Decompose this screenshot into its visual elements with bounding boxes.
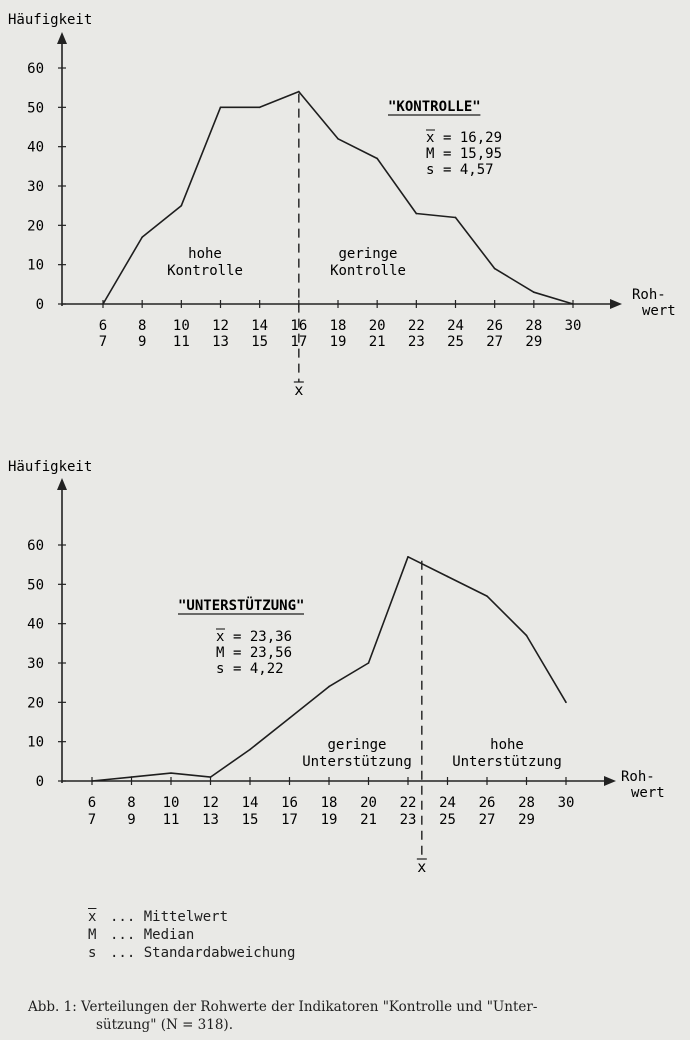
chart1-data-point-12 <box>572 303 574 305</box>
chart1-data-point-9 <box>455 217 457 219</box>
chart2-data-point-1 <box>131 776 133 778</box>
chart1-x-tick-label-top-6: 18 <box>329 318 347 334</box>
chart2-x-tick-label-top-5: 16 <box>281 795 298 811</box>
chart1-x-tick-label-top-3: 12 <box>212 318 229 334</box>
chart2-x-tick-label-top-2: 10 <box>162 795 180 811</box>
chart1-x-tick-label-top-12: 30 <box>564 318 582 334</box>
legend <box>88 908 295 962</box>
chart1-x-tick-label-top-10: 26 <box>486 318 504 334</box>
chart1-x-tick-label-bottom-1: 9 <box>137 334 147 350</box>
chart2-x-tick-label-bottom-4: 15 <box>241 812 259 828</box>
chart2-x-tick-label-top-10: 26 <box>478 795 496 811</box>
chart1-y-tick-label-5: 50 <box>27 100 44 117</box>
chart2-data-point-9 <box>447 576 449 578</box>
chart2-x-tick-label-top-9: 24 <box>439 795 456 811</box>
chart1-data-point-4 <box>259 107 261 109</box>
chart1-x-tick-label-bottom-8: 23 <box>407 334 425 350</box>
chart2-data-point-4 <box>249 749 251 751</box>
chart1-x-tick-label-bottom-2: 11 <box>172 334 190 350</box>
caption-line-1: Abb. 1: Verteilungen der Rohwerte der Indikatoren "Kontrolle und "Unter- <box>28 999 538 1015</box>
chart2-data-point-5 <box>289 717 291 719</box>
chart2-x-tick-label-bottom-8: 23 <box>399 812 417 828</box>
legend-text-mean: ... Mittelwert <box>110 909 229 925</box>
chart2-x-axis-label-0: Roh- <box>621 769 655 785</box>
chart2-x-tick-label-top-4: 14 <box>241 795 259 811</box>
chart2-x-tick-label-bottom-3: 13 <box>202 812 219 828</box>
chart2-x-tick-label-top-12: 30 <box>557 795 575 811</box>
chart1-y-tick-label-1: 10 <box>27 257 44 274</box>
chart1-y-axis-arrow <box>57 32 67 44</box>
chart2-x-tick-label-top-7: 20 <box>360 795 377 811</box>
chart1-stats-symbol-2: s <box>426 162 435 178</box>
chart2-region-right-label-0: hohe <box>490 737 524 753</box>
chart1-x-tick-label-top-11: 28 <box>525 318 543 334</box>
chart1-x-tick-label-bottom-9: 25 <box>447 334 464 350</box>
chart2-x-tick-label-top-8: 22 <box>399 795 417 811</box>
chart2-x-tick-label-bottom-0: 7 <box>87 812 97 828</box>
chart1-stats-value-2: = 4,57 <box>443 162 494 178</box>
chart2-y-tick-label-2: 20 <box>27 695 44 712</box>
chart1-x-tick-label-top-0: 6 <box>98 318 108 334</box>
chart1-y-tick-label-2: 20 <box>27 218 44 235</box>
chart1-y-tick-label-0: 0 <box>35 297 44 313</box>
chart1-x-tick-label-bottom-0: 7 <box>98 334 108 350</box>
chart2-stats-value-0: = 23,36 <box>233 629 293 645</box>
chart1-x-tick-label-bottom-6: 19 <box>329 334 347 350</box>
chart1-y-tick-label-3: 30 <box>27 179 44 195</box>
chart1-x-tick-label-top-8: 22 <box>407 318 425 334</box>
chart2-y-tick-label-4: 40 <box>27 616 44 633</box>
chart1-data-point-7 <box>376 158 378 160</box>
chart1-stats-symbol-1: M <box>426 146 435 162</box>
legend-symbol-sd: s <box>88 945 97 961</box>
chart2-x-tick-label-bottom-11: 29 <box>518 812 535 828</box>
chart1-x-tick-label-bottom-7: 21 <box>368 334 386 350</box>
chart1-x-tick-label-bottom-11: 29 <box>525 334 543 350</box>
chart2-stats-title: "UNTERSTÜTZUNG" <box>178 598 305 614</box>
chart2-y-tick-label-5: 50 <box>27 577 44 594</box>
chart2-data-point-7 <box>368 662 370 664</box>
chart2-data-point-8 <box>407 556 409 558</box>
chart1-stats-title: "KONTROLLE" <box>388 99 481 115</box>
chart2-data-point-10 <box>486 595 488 597</box>
chart2-data-point-3 <box>210 776 212 778</box>
chart1-data-point-6 <box>337 138 339 140</box>
chart1-data-point-3 <box>220 107 222 109</box>
chart1-x-tick-label-bottom-4: 15 <box>251 334 269 350</box>
chart2-x-tick-label-bottom-9: 25 <box>439 812 456 828</box>
chart2-x-tick-label-top-11: 28 <box>518 795 535 811</box>
chart2-stats-value-2: = 4,22 <box>233 661 284 677</box>
chart1-region-right-label-1: Kontrolle <box>330 263 406 279</box>
chart2-y-axis-arrow <box>57 478 67 490</box>
chart2-data-point-12 <box>565 702 567 704</box>
chart1-x-tick-label-bottom-5: 17 <box>290 334 308 350</box>
chart2-y-tick-label-6: 60 <box>27 538 44 554</box>
chart2-y-tick-label-3: 30 <box>27 656 44 672</box>
chart2-data-point-0 <box>91 780 93 782</box>
legend-text-median: ... Median <box>110 927 195 943</box>
legend-row-mean <box>88 908 295 926</box>
chart1-x-axis-label-1: wert <box>642 303 676 319</box>
chart1-region-right-label-0: geringe <box>338 246 398 262</box>
chart2-x-tick-label-bottom-6: 19 <box>320 812 338 828</box>
chart1-x-tick-label-bottom-10: 27 <box>486 334 504 350</box>
chart1-x-tick-label-top-1: 8 <box>137 318 147 334</box>
chart2-data-point-6 <box>328 686 330 688</box>
legend-symbol-mean: $\overline{x}$ <box>88 909 97 925</box>
chart1-x-tick-label-top-4: 14 <box>251 318 269 334</box>
chart2-x-tick-label-bottom-5: 17 <box>281 812 298 828</box>
chart1-x-tick-label-top-5: 16 <box>290 318 308 334</box>
chart2-x-tick-label-bottom-1: 9 <box>127 812 136 828</box>
chart2-y-tick-label-1: 10 <box>27 734 44 751</box>
chart2-x-tick-label-top-1: 8 <box>127 795 136 811</box>
chart1-x-tick-label-top-7: 20 <box>368 318 386 334</box>
chart1-data-point-2 <box>181 205 183 207</box>
chart2-x-tick-label-bottom-7: 21 <box>360 812 377 828</box>
chart1-stats-value-0: = 16,29 <box>443 130 503 146</box>
chart2-x-tick-label-bottom-2: 11 <box>162 812 180 828</box>
caption-line-2: sützung" (N = 318). <box>96 1017 233 1033</box>
figure-caption <box>28 998 668 1034</box>
chart1-x-axis-arrow <box>610 299 622 309</box>
chart1-region-left-label-1: Kontrolle <box>167 263 243 279</box>
chart1-x-axis-label-0: Roh- <box>632 287 666 303</box>
chart2-x-tick-label-top-0: 6 <box>87 795 97 811</box>
chart2-stats-value-1: = 23,56 <box>233 645 293 661</box>
chart1-data-point-5 <box>298 91 300 93</box>
legend-row-median <box>88 926 295 944</box>
chart1-data-point-10 <box>494 268 496 270</box>
chart2-x-axis-label-1: wert <box>631 785 665 801</box>
chart2-stats-symbol-1: M <box>216 645 225 661</box>
chart1-data-point-11 <box>533 291 535 293</box>
chart2-x-tick-label-bottom-10: 27 <box>478 812 496 828</box>
chart1-y-axis-label: Häufigkeit <box>8 12 93 28</box>
chart1-stats-symbol-0: x <box>426 130 435 146</box>
chart2-region-right-label-1: Unterstützung <box>452 754 562 770</box>
chart1-data-point-0 <box>102 303 104 305</box>
chart2-data-point-11 <box>526 635 528 637</box>
chart2-data-point-2 <box>170 772 172 774</box>
legend-text-sd: ... Standardabweichung <box>110 945 296 961</box>
chart2-x-axis-arrow <box>604 776 616 786</box>
chart1-region-left-label-0: hohe <box>188 246 222 262</box>
chart2-stats-symbol-0: x <box>216 629 225 645</box>
chart1-data-point-1 <box>141 236 143 238</box>
chart1-y-tick-label-4: 40 <box>27 139 44 156</box>
chart1-y-tick-label-6: 60 <box>27 61 44 77</box>
chart1-x-tick-label-top-9: 24 <box>447 318 464 334</box>
chart1-data-point-8 <box>416 213 418 215</box>
chart2-mean-label: x <box>417 858 427 876</box>
chart2-y-tick-label-0: 0 <box>35 774 44 790</box>
chart2-x-tick-label-top-6: 18 <box>320 795 338 811</box>
chart2-region-left-label-1: Unterstützung <box>302 754 412 770</box>
chart1-x-tick-label-bottom-3: 13 <box>212 334 229 350</box>
chart1-stats-value-1: = 15,95 <box>443 146 503 162</box>
chart2-x-tick-label-top-3: 12 <box>202 795 219 811</box>
legend-symbol-median: M <box>88 927 97 943</box>
chart2-region-left-label-0: geringe <box>327 737 387 753</box>
chart1-x-tick-label-top-2: 10 <box>172 318 190 334</box>
chart2-y-axis-label: Häufigkeit <box>8 459 93 475</box>
chart2-stats-symbol-2: s <box>216 661 225 677</box>
legend-row-sd <box>88 944 295 962</box>
chart1-mean-label: x <box>294 381 304 399</box>
